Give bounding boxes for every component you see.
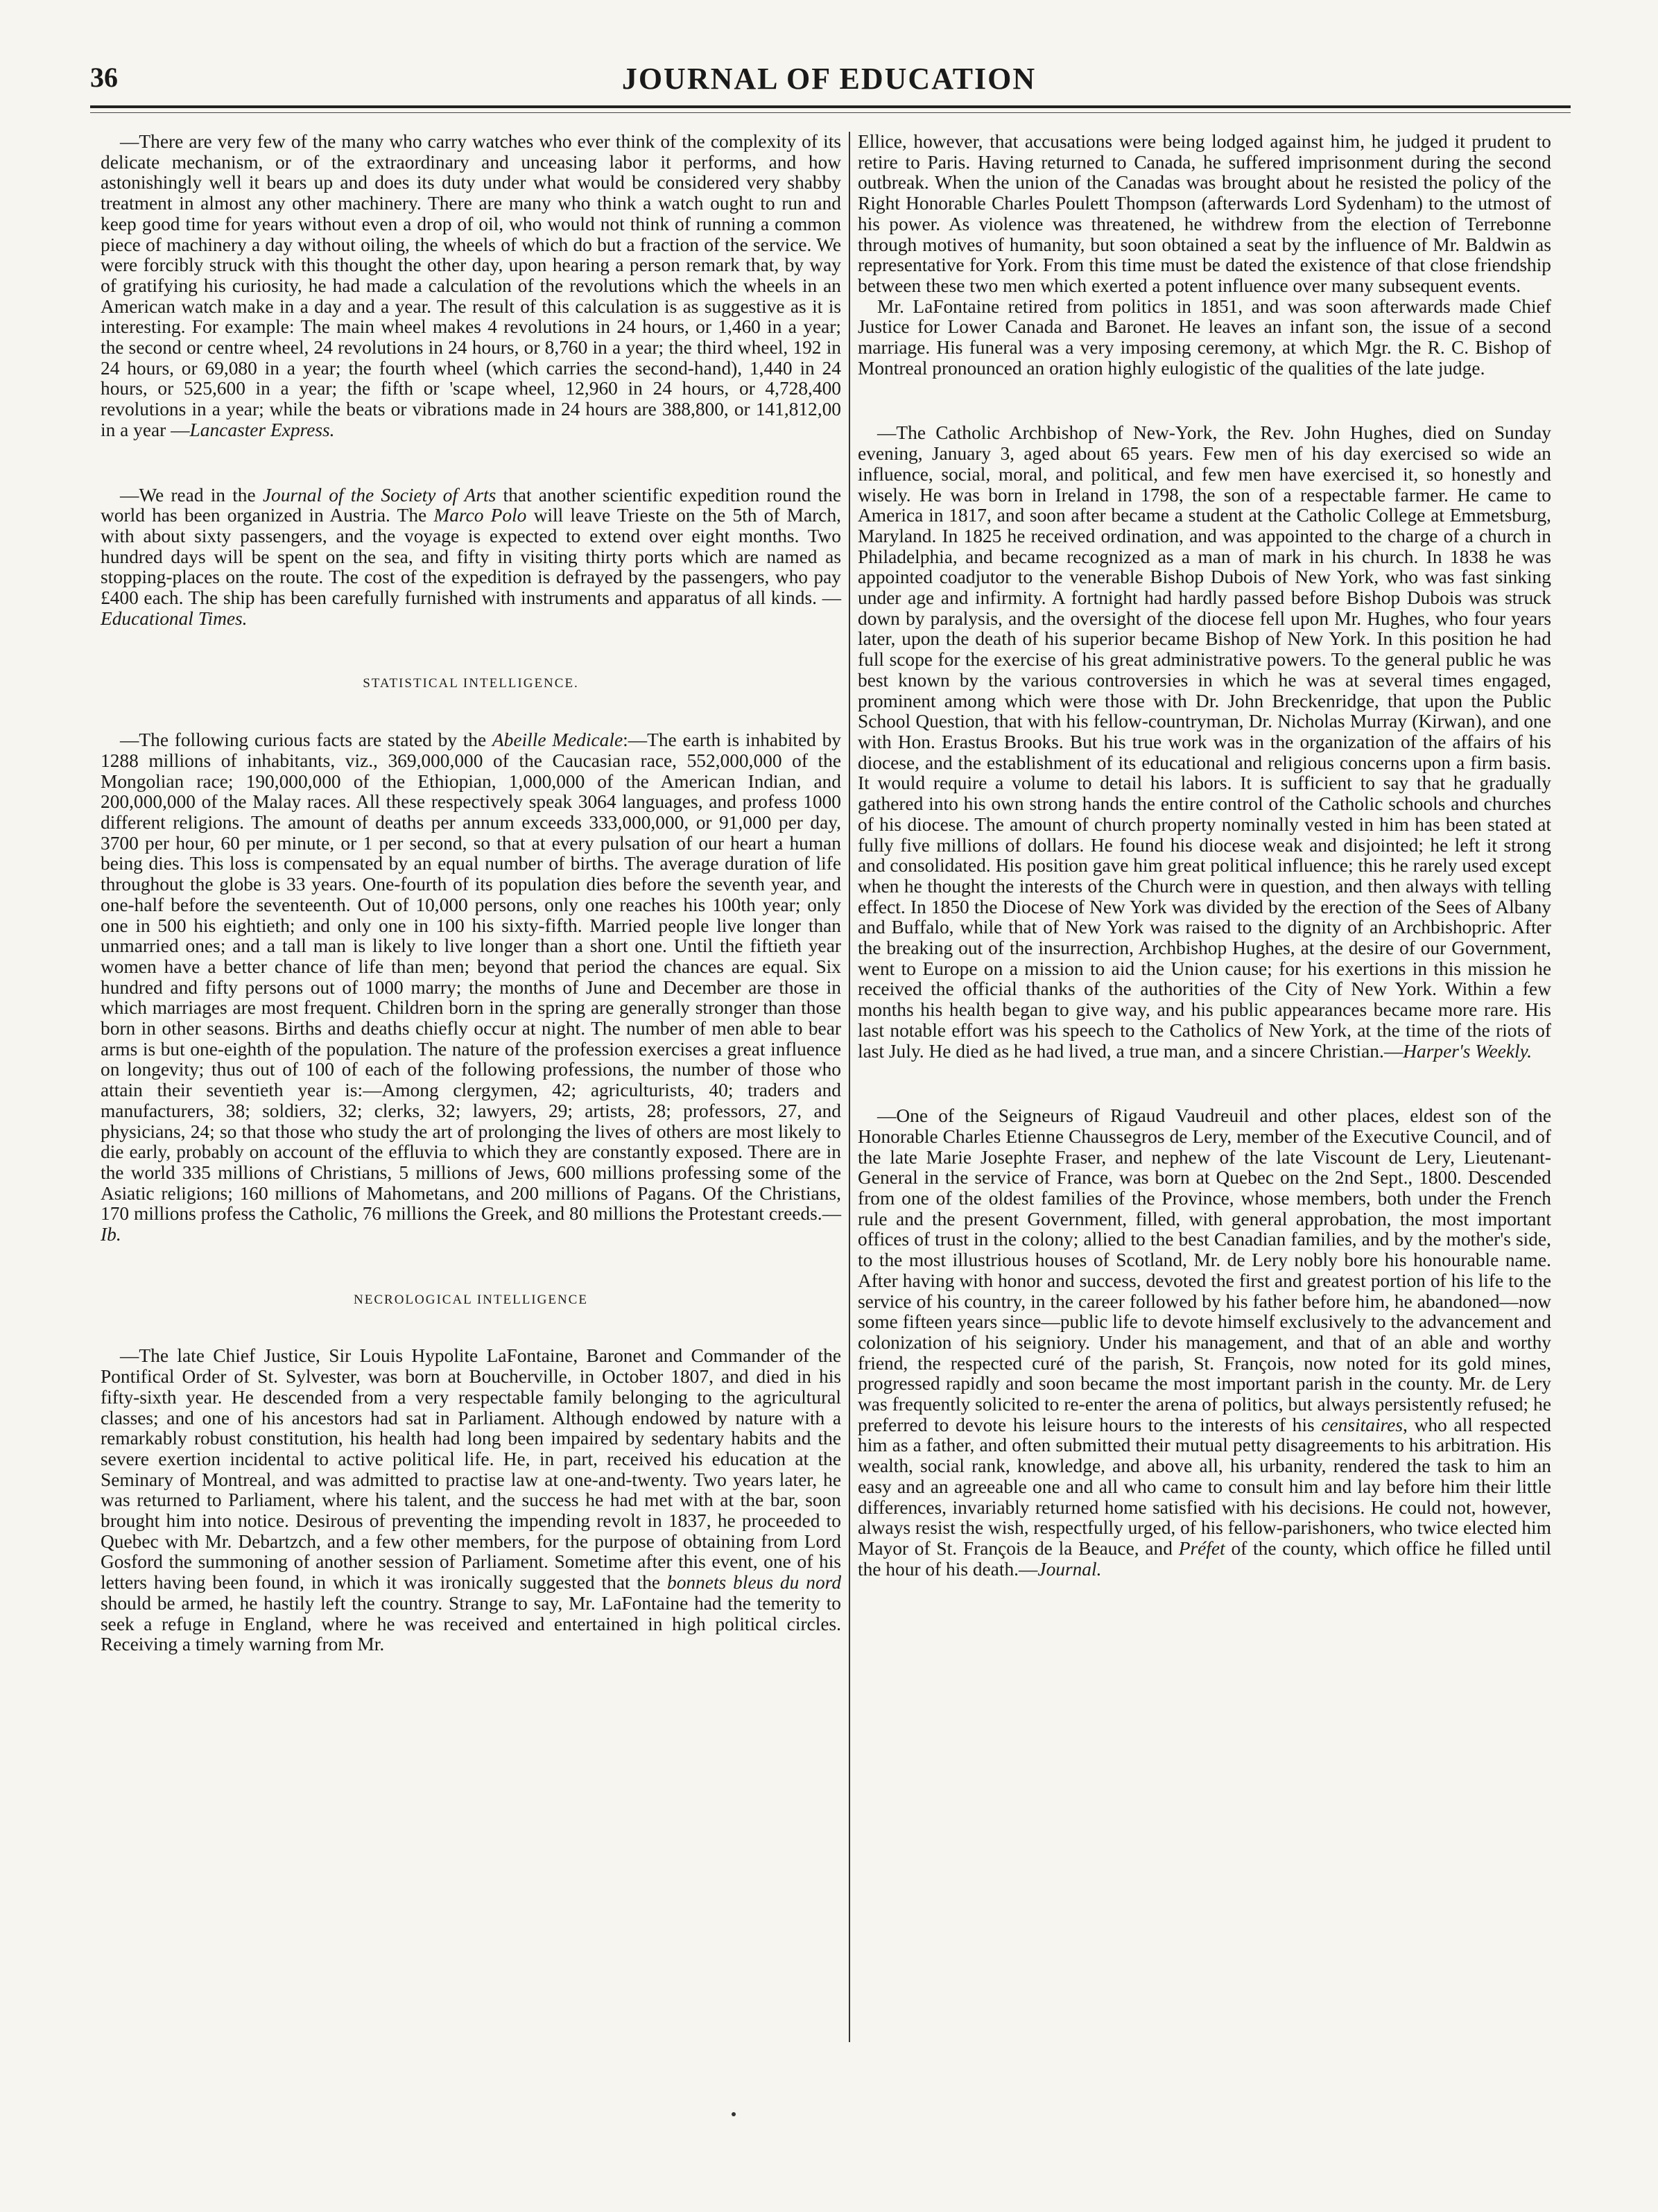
article-lafontaine-part-1 [101,1346,841,1655]
article-delery [858,1106,1551,1580]
article-lafontaine-text-1: —The late Chief Justice, Sir Louis Hypolite LaFontaine, Baronet and Commander of the Pontifical Order of St. Sylvester, was born at Boucherville, in October 1807, and died in his fifty-sixth year. He descended from a very respectable family belonging to the agricultural classes; and one of his ancestors had sat in Parliament. Although endowed by nature with a remarkably robust constitution, his health had long been impaired by sedentary habits and the severe exertion incidental to active political life. He, in part, received his education at the Seminary of Montreal, and was admitted to practise law at one-and-twenty. Two years later, he was returned to Parliament, where his talent, and the success he had met with at the bar, soon brought him into notice. Desirous of preventing the impending revolt in 1837, he proceeded to Quebec with Mr. Debartzch, and a few other members, for the purpose of obtaining from Lord Gosford the summoning of another session of Parliament. Sometime after this event, one of his letters having been found, in which it was ironically suggested that the [101,1345,841,1593]
header-rule-thick [90,105,1571,108]
article-statistics-source: Ib. [101,1224,121,1245]
column-divider [849,132,850,2042]
header-rule-thin [90,112,1571,113]
article-delery-text-2: , who all respected him as a father, and often submitted their mutual petty disagreements to his arbitration. His wealth, social rank, knowledge, and above all, his urbanity, rendered the task to him an easy and an agreeable one and all who came to consult him and lay before him their little differences, invariably returned home satisfied with his decisions. He could not, however, always resist the wish, respectfully urged, of his fellow-parishoners, who twice elected him Mayor of St. François de la Beauce, and [858,1414,1551,1559]
article-watch-text: —There are very few of the many who carry watches who ever think of the complexity of its delicate mechanism, or of the extraordinary and unceasing labor it performs, and how astonishingly well it bears up and does its duty under what would be considered very shabby treatment in almost any other machinery. There are many who think a watch ought to run and keep good time for years without even a drop of oil, who would not think of running a common piece of machinery a day without oiling, the wheels of which do but a fraction of the service. We were forcibly struck with this thought the other day, upon hearing a person remark that, by way of gratifying his curiosity, he had made a calculation of the revolutions which the wheels in an American watch make in a day and a year. The result of this calculation is as suggestive as it is interesting. For example: The main wheel makes 4 revolutions in 24 hours, or 1,460 in a year; the second or centre wheel, 24 revolutions in 24 hours, or 8,760 in a year; the third wheel, 192 in 24 hours, or 69,080 in a year; the fourth wheel (which carries the second-hand), 1,440 in 24 hours, or 525,600 in a year; the fifth or 'scape wheel, 12,960 in 24 hours, or 4,728,400 revolutions in a year; while the beats or vibrations made in 24 hours are 388,800, or 141,812,00 in a year — [101,131,841,440]
article-statistics-abeille: Abeille Medicale [492,729,623,751]
article-delery-text-3: of the county, which office he filled until the hour of his death.— [858,1538,1551,1580]
article-lafontaine-part-2: Ellice, however, that accusations were being lodged against him, he judged it prudent to retire to Paris. Having returned to Canada, he suffered imprisonment during the second outbreak. When the union of the Canadas was brought about he resisted the policy of the Right Honorable Charles Poulett Thompson (afterwards Lord Sydenham) to the utmost of his power. As violence was threatened, he withdrew from the election of Terrebonne through motives of humanity, but soon obtained a seat by the influence of Mr. Baldwin as representative for York. From this time must be dated the existence of that close friendship between these two men which exerted a potent influence over many subsequent events. [858,131,1551,296]
article-delery-censitaires: censitaires [1321,1414,1403,1435]
section-heading-statistical: STATISTICAL INTELLIGENCE. [363,676,579,691]
article-expedition-text-2: that another scientific expedition round the world has been organized in Austria. The [101,484,841,526]
article-expedition-text-1: —We read in the [120,484,256,506]
right-column [858,132,1551,1580]
section-heading-necrological: NECROLOGICAL INTELLIGENCE [354,1292,588,1307]
article-lafontaine-text-2: should be armed, he hastily left the country. Strange to say, Mr. LaFontaine had the temerity to seek a refuge in England, where he was received and entertained in high political circles. Receiving a timely warning from Mr. [101,1592,841,1655]
article-statistics-text-2: :—The earth is inhabited by 1288 millions of inhabitants, viz., 369,000,000 of the Caucasian race, 552,000,000 of the Mongolian race; 190,000,000 of the Ethiopian, 1,000,000 of the American Indian, and 200,000,000 of the Malay races. All these respectively speak 3064 languages, and profess 1000 different religions. The amount of deaths per annum exceeds 333,000,000, or 91,000 per day, 3700 per hour, 60 per minute, or 1 per second, so that at every pulsation of our heart a human being dies. This loss is compensated by an equal number of births. The average duration of life throughout the globe is 33 years. One-fourth of its population dies before the seventh year, and one-half before the seventeenth. Out of 10,000 persons, only one reaches his 100th year; only one in 500 his eightieth; and only one in 100 his sixty-fifth. Married people live longer than unmarried ones; and a tall man is likely to live longer than a short one. Until the fiftieth year women have a better chance of life than men; beyond that period the chances are equal. Six hundred and fifty persons out of 1000 marry; the months of June and December are those in which marriages are most frequent. Children born in the spring are generally stronger than those born in other seasons. Births and deaths chiefly occur at night. The number of men able to bear arms is but one-eighth of the population. The nature of the profession exercises a great influence on longevity; thus out of 100 of each of the following professions, the number of those who attain their seventieth year is:—Among clergymen, 42; agriculturists, 40; traders and manufacturers, 38; soldiers, 32; clerks, 32; lawyers, 29; artists, 28; professors, 27, and physicians, 24; so that those who study the art of prolonging the lives of others are most likely to die early, probably on account of the effluvia to which they are constantly exposed. There are in the world 335 millions of Christians, 5 millions of Jews, 600 millions professing some of the Asiatic religions; 160 millions of Mahometans, and 200 millions of Pagans. Of the Christians, 170 millions profess the Catholic, 76 millions the Greek, and 80 millions the Protestant creeds.— [101,729,841,1225]
article-delery-prefect: Préfet [1178,1538,1225,1559]
left-column [101,132,841,1655]
article-statistics-text-1: —The following curious facts are stated by the [120,729,487,751]
page-number: 36 [90,62,118,93]
article-hughes-text: —The Catholic Archbishop of New-York, the Rev. John Hughes, died on Sunday evening, January 3, aged about 65 years. Few men of his day exercised so wide an influence, social, moral, and political, and few men have exercised it, so honestly and wisely. He was born in Ireland in 1798, the son of a respectable farmer. He came to America in 1817, and soon after became a student at the Catholic College at Emmetsburg, Maryland. In 1825 he received ordination, and was appointed to the charge of a church in Philadelphia, and became recognized as a man of mark in his church. In 1838 he was appointed coadjutor to the venerable Bishop Dubois of New York, who was fast sinking under age and infirmity. A fortnight had hardly passed before Bishop Dubois was struck down by paralysis, and the oversight of the diocese fell upon Mr. Hughes, who four years later, upon the death of his superior became Bishop of New York. In this position he had full scope for the exercise of his great administrative powers. To the general public he was best known by the various controversies in which he was at several times engaged, prominent among which were those with Dr. John Breckenridge, that upon the Public School Question, that with his fellow-countryman, Dr. Nicholas Murray (Kirwan), and one with Hon. Erastus Brooks. But his true work was in the organization of the affairs of his diocese, and the establishment of its educational and religious concerns upon a firm basis. It would require a volume to detail his labors. It is sufficient to say that he gradually gathered into his own strong hands the entire control of the Catholic schools and churches of his diocese. The amount of church property nominally vested in him has been stated at fully five millions of dollars. He found his diocese weak and disjointed; he left it strong and consolidated. His position gave him great political influence; this he rarely used except when he thought the interests of the Church were in question, and then always with telling effect. In 1850 the Diocese of New York was divided by the erection of the Sees of Albany and Buffalo, while that of New York was raised to the dignity of an Archbishopric. After the breaking out of the insurrection, Archbishop Hughes, at the desire of our Government, went to Europe on a mission to aid the Union cause; for his exertions in this mission he received the official thanks of the authorities of the City of New York. Within a few months his health began to give way, and his public appearances became more rare. His last notable effort was his speech to the Catholics of New York, at the time of the riots of last July. He died as he had lived, a true man, and a sincere Christian.— [858,422,1551,1062]
article-watch [101,132,841,441]
article-expedition [101,485,841,630]
article-expedition-text-3: will leave Trieste on the 5th of March, with about sixty passengers, and the voyage is expected to extend over eight months. Two hundred days will be spent on the sea, and fifty in visiting thirty ports which are named as stopping-places on the route. The cost of the expedition is defrayed by the passengers, who pay £400 each. The ship has been carefully furnished with instruments and apparatus of all kinds. — [101,505,842,609]
article-delery-source: Journal. [1037,1558,1102,1580]
article-watch-source: Lancaster Express. [189,419,335,440]
running-head-title: JOURNAL OF EDUCATION [621,62,1037,96]
article-hughes [858,423,1551,1062]
article-expedition-journal: Journal of the Society of Arts [262,484,496,506]
article-lafontaine-part-3: Mr. LaFontaine retired from politics in 1851, and was soon afterwards made Chief Justice for Lower Canada and Baronet. He leaves an infant son, the issue of a second marriage. His funeral was a very imposing ceremony, at which Mgr. the R. C. Bishop of Montreal pronounced an oration highly eulogistic of the qualities of the late judge. [858,295,1551,379]
article-expedition-ship: Marco Polo [433,505,527,526]
article-lafontaine-bonnets: bonnets bleus du nord [667,1572,842,1593]
article-delery-text-1: —One of the Seigneurs of Rigaud Vaudreuil and other places, eldest son of the Honorable Charles Etienne Chaussegros de Lery, member of the Executive Council, and of the late Marie Josephte Fraser, and nephew of the late Viscount de Lery, Lieutenant-General in the service of France, was born at Quebec on the 2nd Sept., 1800. Descended from one of the oldest families of the Province, whose members, both under the French rule and the present Government, filled, with general approbation, the most important offices of trust in the colony; allied to the best Canadian families, and by the mother's side, to the most illustrious houses of Scotland, Mr. de Lery nobly bore his honourable name. After having with honor and success, devoted the first and greatest portion of his life to the service of his country, in the career followed by his father before him, he abandoned—now some fifteen years since—public life to devote himself exclusively to the advancement and colonization of his seigniory. Under his management, and that of an able and worthy friend, the respected curé of the parish, St. François, now noted for its gold mines, progressed rapidly and soon became the most important parish in the county. Mr. de Lery was frequently solicited to re-enter the arena of politics, but always persistently refused; he preferred to devote his leisure hours to the interests of his [858,1105,1551,1435]
article-hughes-source: Harper's Weekly. [1403,1040,1532,1062]
page-mark-dot [732,2112,736,2116]
article-expedition-source: Educational Times. [101,607,248,629]
article-statistics [101,730,841,1245]
